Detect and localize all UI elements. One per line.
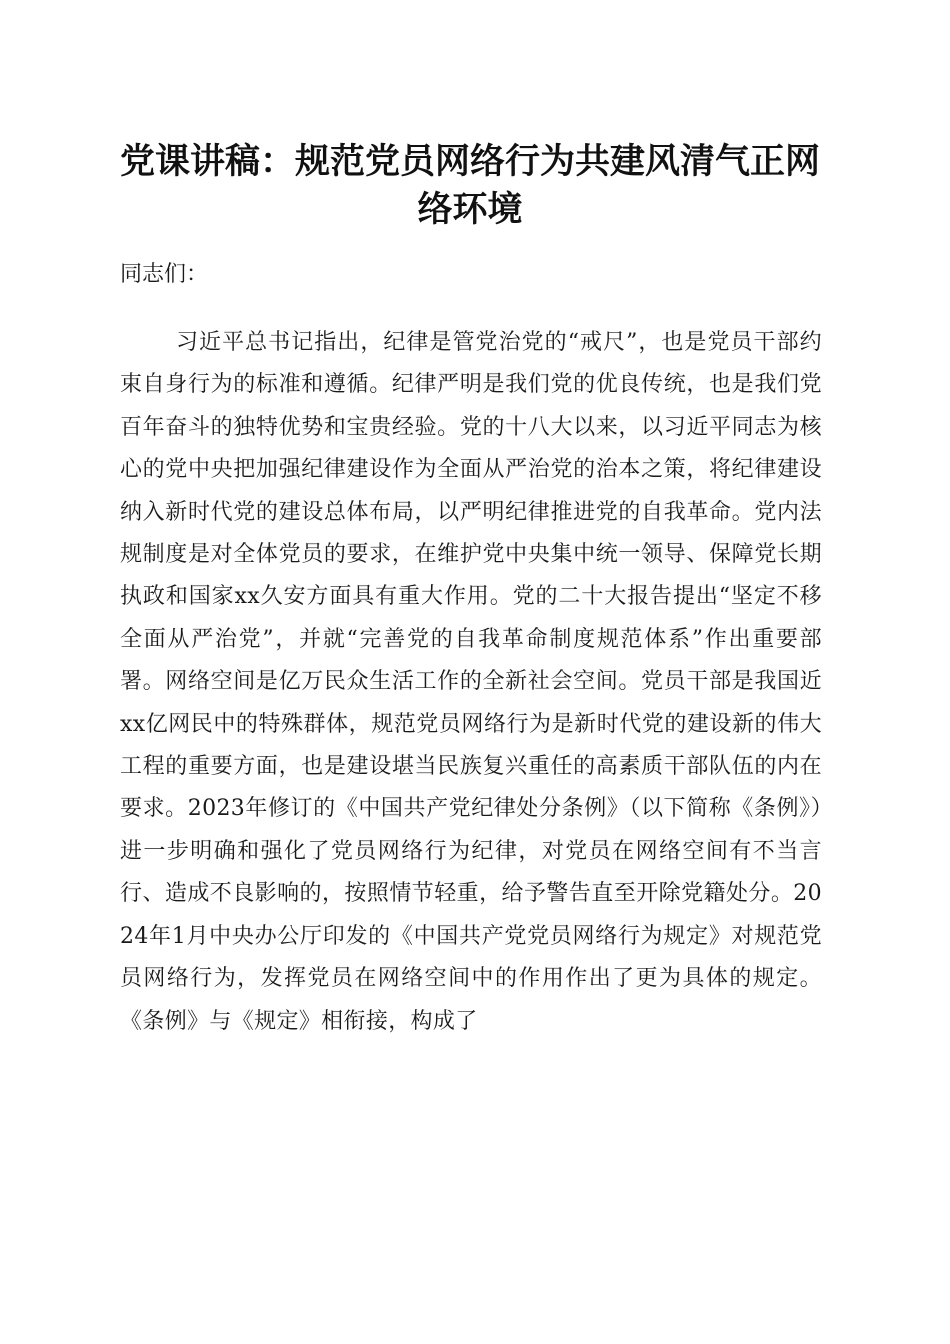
document-title: 党课讲稿：规范党员网络行为共建风清气正网络环境 [119,141,820,230]
salutation: 同志们： [120,262,209,287]
body-paragraph: 习近平总书记指出，纪律是管党治党的“戒尺”，也是党员干部约束自身行为的标准和遵循。纪律严明是我们党的优良传统，也是我们党百年奋斗的独特优势和宝贵经验。党的十八大以来，以习近平同志为核心的党中央把加强纪律建设作为全面从严治党的治本之策，将纪律建设纳入新时代党的建设总体布局，以严明纪律推进党的自我革命。党内法规制度是对全体党员的要求，在维护党中央集中统一领导、保障党长期执政和国家xx久安方面具有重大作用。党的二十大报告提出“坚定不移全面从严治党”，并就“完善党的自我革命制度规范体系”作出重要部署。网络空间是亿万民众生活工作的全新社会空间。党员干部是我国近xx亿网民中的特殊群体，规范党员网络行为是新时代党的建设新的伟大工程的重要方面，也是建设堪当民族复兴重任的高素质干部队伍的内在要求。2023年修订的《中国共产党纪律处分条例》（以下简称《条例》）进一步明确和强化了党员网络行为纪律，对党员在网络空间有不当言行、造成不良影响的，按照情节轻重，给予警告直至开除党籍处分。2024年1月中央办公厅印发的《中国共产党党员网络行为规定》对规范党员网络行为，发挥党员在网络空间中的作用作出了更为具体的规定。《条例》与《规定》相衔接，构成了 [120,330,822,1034]
